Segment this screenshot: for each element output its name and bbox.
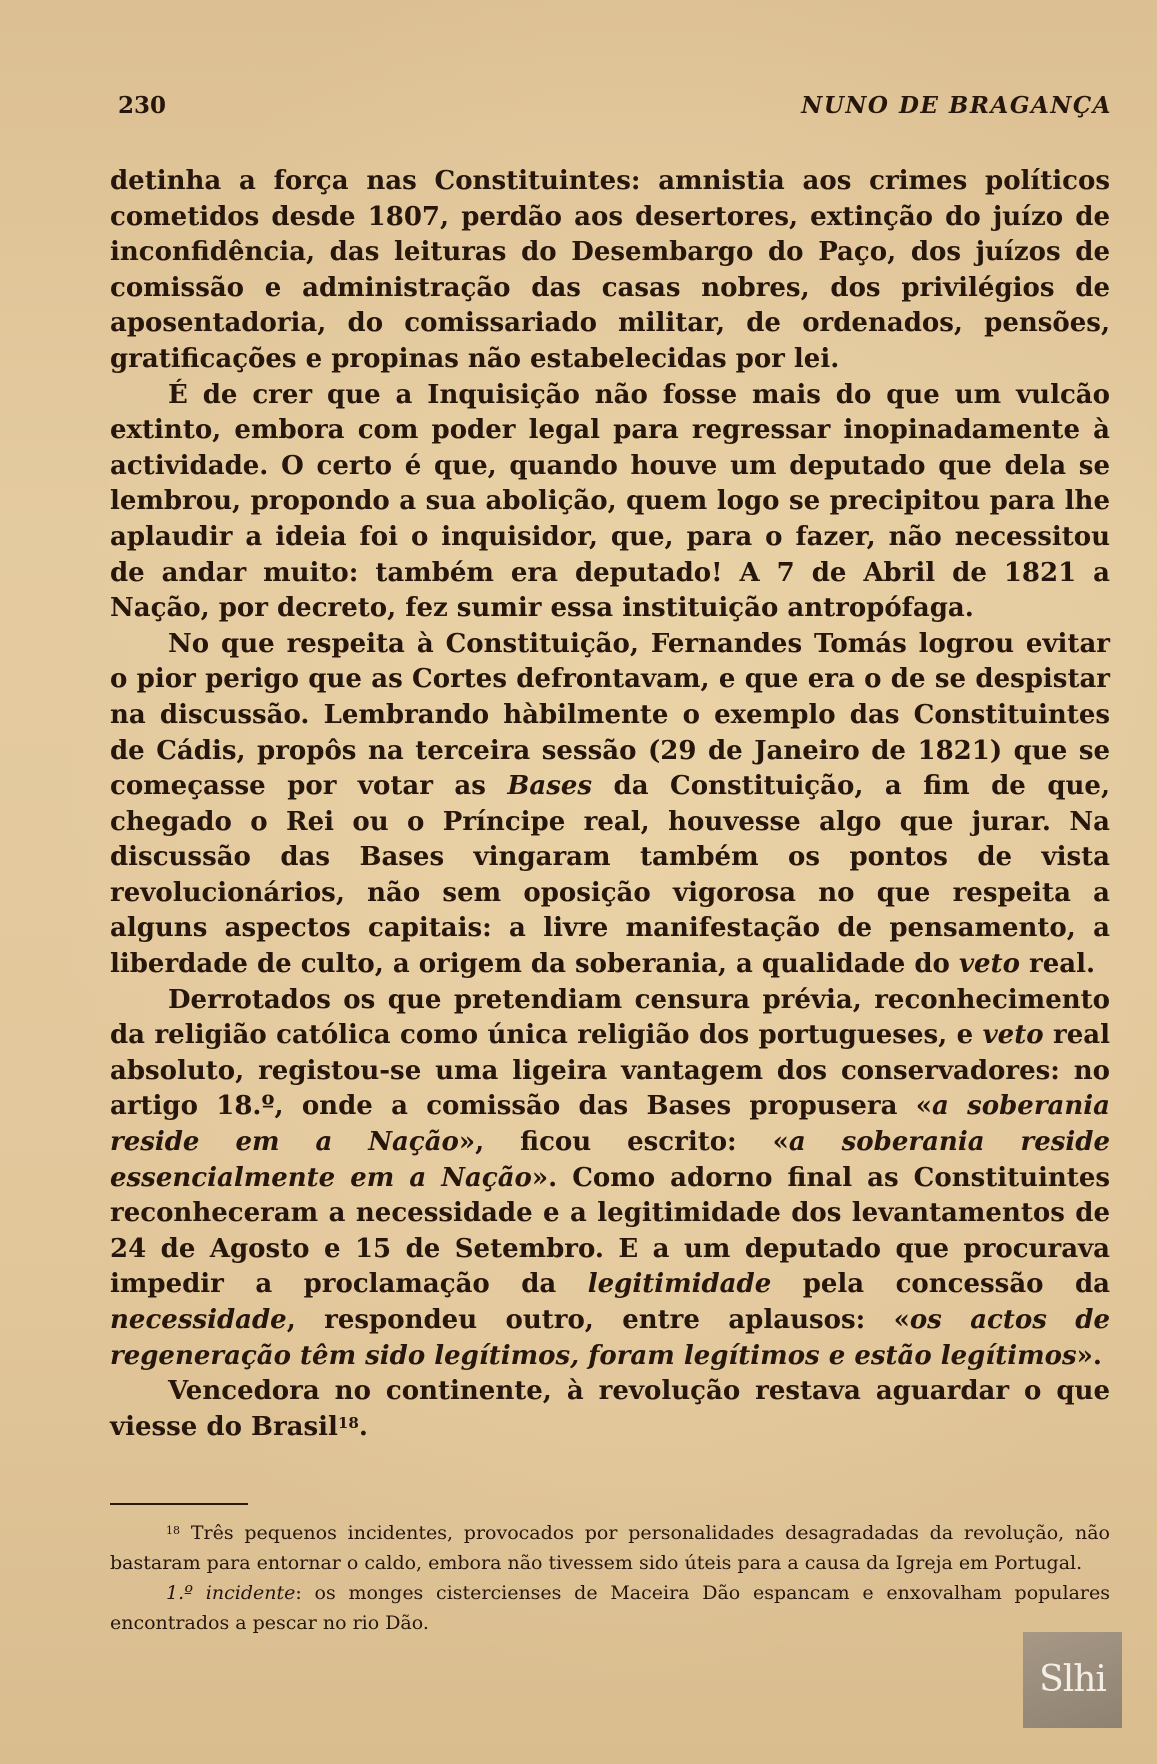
footnote-text: : os monges cistercienses de Maceira Dão espancam e enxovalham populares encontrados a pescar no rio Dão. [110, 1582, 1111, 1634]
paragraph-4-text: ». Como adorno final as Constituintes reconheceram a necessidade e a legitimidade dos levantamentos de 24 de Agosto e 15 de Setembro. E a um deputado que procurava impedir a proclamação da [110, 1162, 1111, 1300]
paragraph-2-text: É de crer que a Inquisição não fosse mais do que um vulcão extinto, embora com poder legal para regressar inopinadamente à actividade. O certo é que, quando houve um deputado que dela se lembrou, propondo a sua abolição, quem logo se precipitou para lhe aplaudir a ideia foi o inquisidor, que, para o fazer, não necessitou de andar muito: também era deputado! A 7 de Abril de 1821 a Nação, por decreto, fez sumir essa instituição antropófaga. [110, 379, 1110, 624]
italic-necessidade: necessidade [110, 1305, 287, 1335]
paragraph-3 [110, 627, 1110, 983]
running-head [118, 92, 1112, 126]
footnote-18 [110, 1518, 1110, 1578]
paragraph-5 [110, 1374, 1110, 1445]
incident-label: 1.º incidente [166, 1582, 296, 1604]
italic-veto: veto [958, 949, 1020, 980]
italic-quote: a soberania reside essencialmente em a Nação [110, 1127, 1110, 1193]
paragraph-4-text: Derrotados os que pretendiam censura prévia, reconhecimento da religião católica como única religião dos portugueses, e [110, 984, 1110, 1051]
paragraph-3-text: No que respeita à Constituição, Fernandes Tomás logrou evitar o pior perigo que as Cortes defrontavam, e que era o de se despistar na discussão. Lembrando hàbilmente o exemplo das Constituintes de Cádis, propôs na terceira sessão (29 de Janeiro de 1821) que se começasse por votar as [110, 628, 1110, 802]
paragraph-1-text: detinha a força nas Constituintes: amnistia aos crimes políticos cometidos desde 1807, perdão aos desertores, extinção do juízo de inconfidência, das leituras do Desembargo do Paço, dos juízos de comissão e administração das casas nobres, dos privilégios de aposentadoria, do comissariado militar, de ordenados, pensões, gratificações e propinas não estabelecidas por lei. [110, 166, 1110, 374]
paragraph-4-text: real absoluto, registou-se uma ligeira vantagem dos conservadores: no artigo 18.º, onde a comissão das Bases propusera « [110, 1020, 1110, 1122]
paragraph-5-text: . [358, 1411, 368, 1442]
paragraph-2 [110, 378, 1110, 627]
running-title: NUNO DE BRAGANÇA [801, 92, 1112, 119]
body-text [110, 164, 1110, 1445]
paragraph-3-text: da Constituição, a fim de que, chegado o Rei ou o Príncipe real, houvesse algo que jurar. Na discussão das Bases vingaram também os pontos de vista revolucionários, não sem oposição vigorosa no que respeita a alguns aspectos capitais: a livre manifestação de pensamento, a liberdade de culto, a origem da soberania, a qualidade do [110, 771, 1111, 980]
footnotes [110, 1518, 1110, 1638]
italic-quote: a soberania reside em a Nação [110, 1091, 1110, 1158]
italic-legitimidade: legitimidade [587, 1269, 772, 1300]
footnote-divider [110, 1503, 248, 1505]
paragraph-5-text: Vencedora no continente, à revolução restava aguardar o que viesse do Brasil [110, 1376, 1110, 1442]
italic-bases: Bases [507, 771, 593, 802]
library-logo: Slhi [1023, 1632, 1122, 1728]
paragraph-3-text: real. [1019, 949, 1096, 980]
footnote-text: Três pequenos incidentes, provocados por personalidades desagradadas da revolução, não bastaram para entornar o caldo, embora não tivessem sido úteis para a causa da Igreja em Portugal. [110, 1522, 1110, 1574]
paragraph-4-text: », ficou escrito: « [458, 1127, 789, 1158]
paragraph-4 [110, 983, 1110, 1375]
footnote-marker: 18 [166, 1524, 181, 1538]
paragraph-1 [110, 164, 1110, 378]
italic-veto: veto [982, 1020, 1044, 1051]
italic-quote: os actos de regeneração têm sido legítimos, foram legítimos e estão legítimos [110, 1305, 1110, 1371]
footnote-reference[interactable]: 18 [337, 1414, 359, 1432]
footnote-continuation [110, 1578, 1110, 1638]
paragraph-4-text: pela concessão da [771, 1269, 1110, 1300]
paragraph-4-text: ». [1076, 1340, 1102, 1371]
page-number: 230 [118, 92, 167, 119]
paragraph-4-text: , respondeu outro, entre aplausos: « [286, 1305, 910, 1335]
